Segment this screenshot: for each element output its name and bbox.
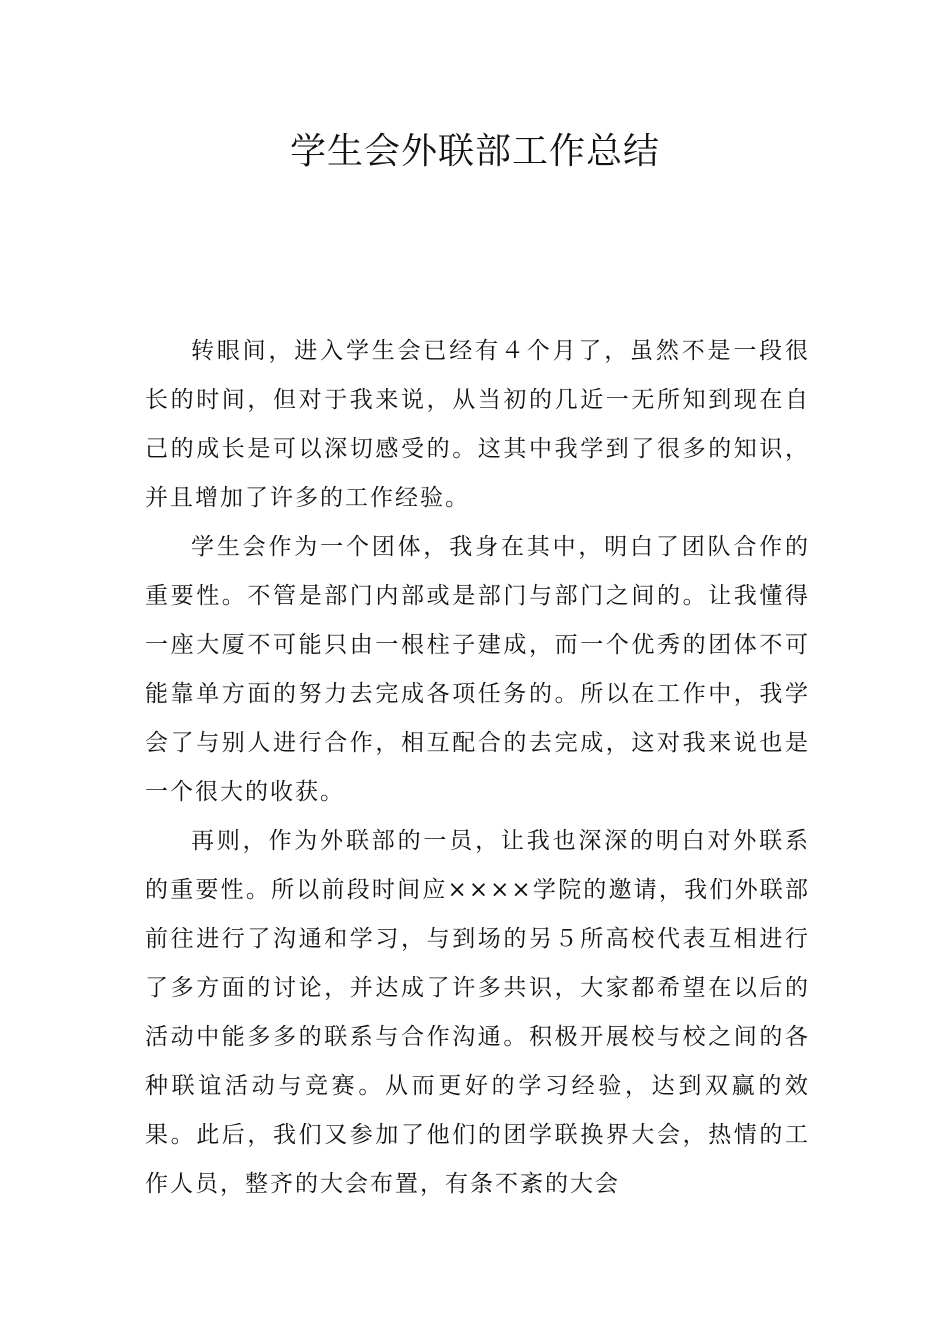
paragraph-2: 学生会作为一个团体，我身在其中，明白了团队合作的重要性。不管是部门内部或是部门与部门之间的。让我懂得一座大厦不可能只由一根柱子建成，而一个优秀的团体不可能靠单方面的努力去完成各项任务的。所以在工作中，我学会了与别人进行合作，相互配合的去完成，这对我来说也是一个很大的收获。 [145,534,810,805]
paragraph-3: 再则，作为外联部的一员，让我也深深的明白对外联系的重要性。所以前段时间应××××学院的邀请，我们外联部前往进行了沟通和学习，与到场的另５所高校代表互相进行了多方面的讨论，并达成了许多共识，大家都希望在以后的活动中能多多的联系与合作沟通。积极开展校与校之间的各种联谊活动与竞赛。从而更好的学习经验，达到双赢的效果。此后，我们又参加了他们的团学联换界大会，热情的工作人员，整齐的大会布置，有条不紊的大会 [145,828,810,1197]
document-title: 学生会外联部工作总结 [289,131,660,172]
document-body [145,327,810,1209]
paragraph-1: 转眼间，进入学生会已经有４个月了，虽然不是一段很长的时间，但对于我来说，从当初的几近一无所知到现在自己的成长是可以深切感受的。这其中我学到了很多的知识，并且增加了许多的工作经验。 [145,338,810,511]
